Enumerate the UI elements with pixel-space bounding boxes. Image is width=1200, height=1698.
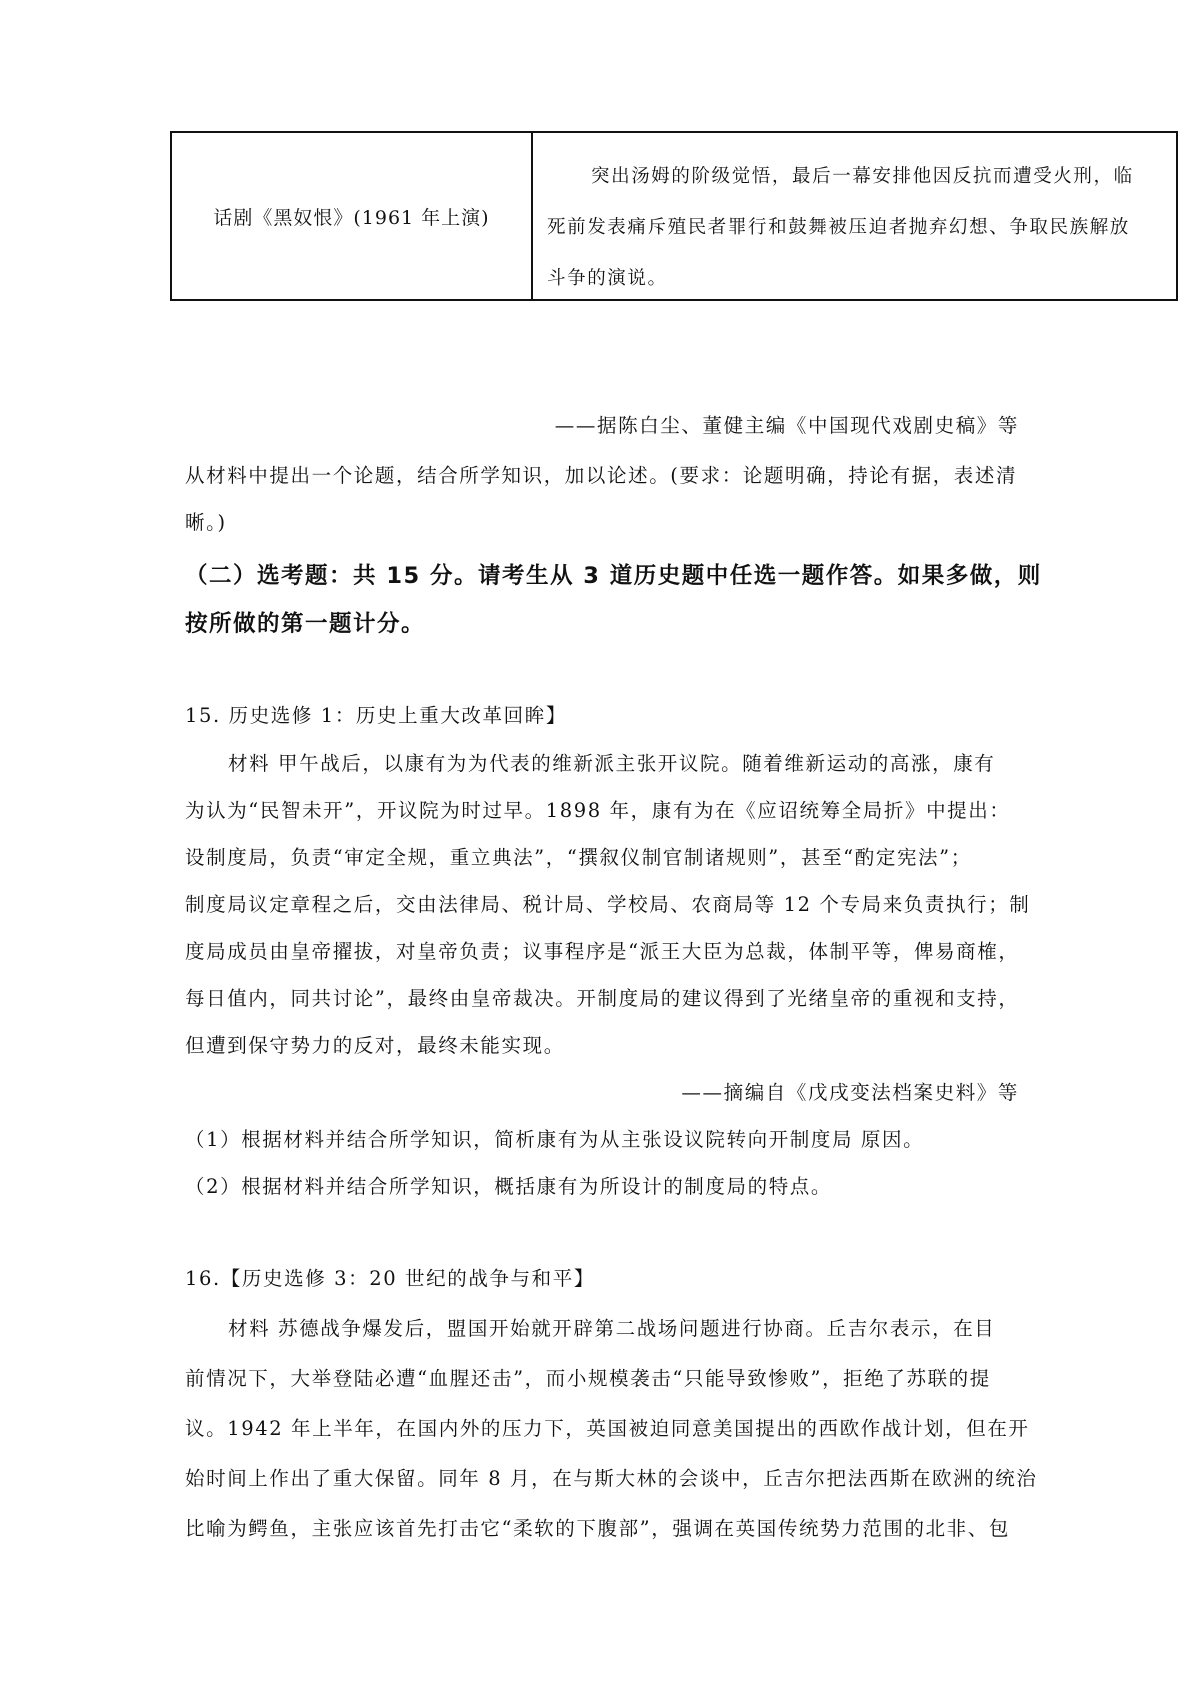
question-15-title: 15. 历史选修 1：历史上重大改革回眸】 [185,704,567,727]
q15-subquestion-1: （1）根据材料并结合所学知识，简析康有为从主张设议院转向开制度局 原因。 [185,1128,925,1151]
table-right-cell [533,133,1176,299]
table-right-line: 死前发表痛斥殖民者罪行和鼓舞被压迫者抛弃幻想、争取民族解放 [547,217,1130,238]
table-left-cell: 话剧《黑奴恨》(1961 年上演) [172,133,533,299]
q15-subquestion-2: （2）根据材料并结合所学知识，概括康有为所设计的制度局的特点。 [185,1175,833,1198]
q16-material-line: 比喻为鳄鱼，主张应该首先打击它“柔软的下腹部”，强调在英国传统势力范围的北非、包 [185,1517,1010,1540]
q15-material-line: 材料 甲午战后，以康有为为代表的维新派主张开议院。随着维新运动的高涨，康有 [228,752,996,775]
q15-material-line: 设制度局，负责“审定全规，重立典法”，“撰叙仪制官制诸规则”，甚至“酌定宪法”； [185,846,972,869]
task-line: 晰。) [185,511,227,534]
q16-material-line: 议。1942 年上半年，在国内外的压力下，英国被迫同意美国提出的西欧作战计划，但在开 [185,1417,1030,1440]
q16-material-line: 前情况下，大举登陆必遭“血腥还击”，而小规模袭击“只能导致惨败”，拒绝了苏联的提 [185,1367,991,1390]
q15-material-line: 制度局议定章程之后，交由法律局、税计局、学校局、农商局等 12 个专局来负责执行；制 [185,893,1031,916]
question-16-title: 16.【历史选修 3：20 世纪的战争与和平】 [185,1267,595,1290]
table-right-line: 突出汤姆的阶级觉悟，最后一幕安排他因反抗而遭受火刑，临 [591,166,1134,187]
task-line: 从材料中提出一个论题，结合所学知识，加以论述。(要求：论题明确，持论有据，表述清 [185,464,1018,487]
q15-material-line: 每日值内，同共讨论”，最终由皇帝裁决。开制度局的建议得到了光绪皇帝的重视和支持， [185,987,1020,1010]
q16-material-line: 始时间上作出了重大保留。同年 8 月，在与斯大林的会谈中，丘吉尔把法西斯在欧洲的统治 [185,1467,1038,1490]
section-heading: （二）选考题：共 15 分。请考生从 3 道历史题中任选一题作答。如果多做，则 [185,563,1042,589]
q16-material-line: 材料 苏德战争爆发后，盟国开始就开辟第二战场问题进行协商。丘吉尔表示，在目 [228,1317,996,1340]
q15-material-line: 度局成员由皇帝擢拔，对皇帝负责；议事程序是“派王大臣为总裁，体制平等，俾易商榷， [185,940,1020,963]
q15-source: ——摘编自《戊戌变法档案史料》等 [681,1081,1019,1104]
q15-material-line: 但遭到保守势力的反对，最终未能实现。 [185,1034,565,1057]
table-right-line: 斗争的演说。 [547,268,668,289]
source-citation-1: ——据陈白尘、董健主编《中国现代戏剧史稿》等 [554,414,1019,437]
drama-table [170,131,1178,301]
q15-material-line: 为认为“民智未开”，开议院为时过早。1898 年，康有为在《应诏统筹全局折》中提出： [185,799,1011,822]
section-heading: 按所做的第一题计分。 [185,611,426,637]
